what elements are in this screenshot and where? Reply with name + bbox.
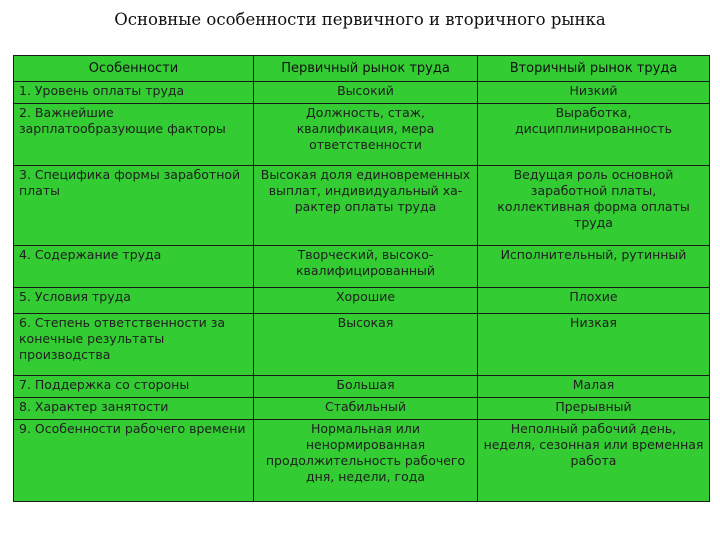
- row-feature: 3. Специфика формы заработной платы: [14, 166, 254, 246]
- header-features: Особенности: [14, 56, 254, 82]
- row-primary-value: Стабильный: [254, 398, 478, 420]
- row-feature: 2. Важнейшие зарплатообразующие факторы: [14, 104, 254, 166]
- row-secondary-value: Прерывный: [478, 398, 710, 420]
- row-primary-value: Высокая доля единовременных выплат, индивидуальный ха-рактер оплаты труда: [254, 166, 478, 246]
- row-secondary-value: Низкий: [478, 82, 710, 104]
- page-title: Основные особенности первичного и вторичного рынка: [114, 10, 606, 29]
- row-secondary-value: Низкая: [478, 314, 710, 376]
- table-row: [14, 82, 710, 104]
- row-secondary-value: Выработка, дисциплинированность: [478, 104, 710, 166]
- row-primary-value: Высокая: [254, 314, 478, 376]
- row-feature: 8. Характер занятости: [14, 398, 254, 420]
- table-row: [14, 314, 710, 376]
- row-feature: 1. Уровень оплаты труда: [14, 82, 254, 104]
- row-secondary-value: Малая: [478, 376, 710, 398]
- row-feature: 9. Особенности рабочего времени: [14, 420, 254, 502]
- row-feature: 5. Условия труда: [14, 288, 254, 314]
- table-row: [14, 166, 710, 246]
- comparison-table: [13, 55, 710, 502]
- row-secondary-value: Плохие: [478, 288, 710, 314]
- header-secondary-market: Вторичный рынок труда: [478, 56, 710, 82]
- table-row: [14, 420, 710, 502]
- table-row: [14, 288, 710, 314]
- row-secondary-value: Исполнительный, рутинный: [478, 246, 710, 288]
- row-primary-value: Хорошие: [254, 288, 478, 314]
- row-primary-value: Творческий, высоко-квалифицированный: [254, 246, 478, 288]
- row-feature: 4. Содержание труда: [14, 246, 254, 288]
- row-primary-value: Нормальная или ненормированная продолжительность рабочего дня, недели, года: [254, 420, 478, 502]
- header-primary-market: Первичный рынок труда: [254, 56, 478, 82]
- row-feature: 7. Поддержка со стороны: [14, 376, 254, 398]
- row-primary-value: Должность, стаж, квалификация, мера ответственности: [254, 104, 478, 166]
- row-feature: 6. Степень ответственности за конечные результаты производства: [14, 314, 254, 376]
- table-row: [14, 246, 710, 288]
- table-row: [14, 398, 710, 420]
- table-header-row: [14, 56, 710, 82]
- table-row: [14, 376, 710, 398]
- row-primary-value: Высокий: [254, 82, 478, 104]
- row-primary-value: Большая: [254, 376, 478, 398]
- table-row: [14, 104, 710, 166]
- row-secondary-value: Неполный рабочий день, неделя, сезонная или временная работа: [478, 420, 710, 502]
- row-secondary-value: Ведущая роль основной заработной платы, коллективная форма оплаты труда: [478, 166, 710, 246]
